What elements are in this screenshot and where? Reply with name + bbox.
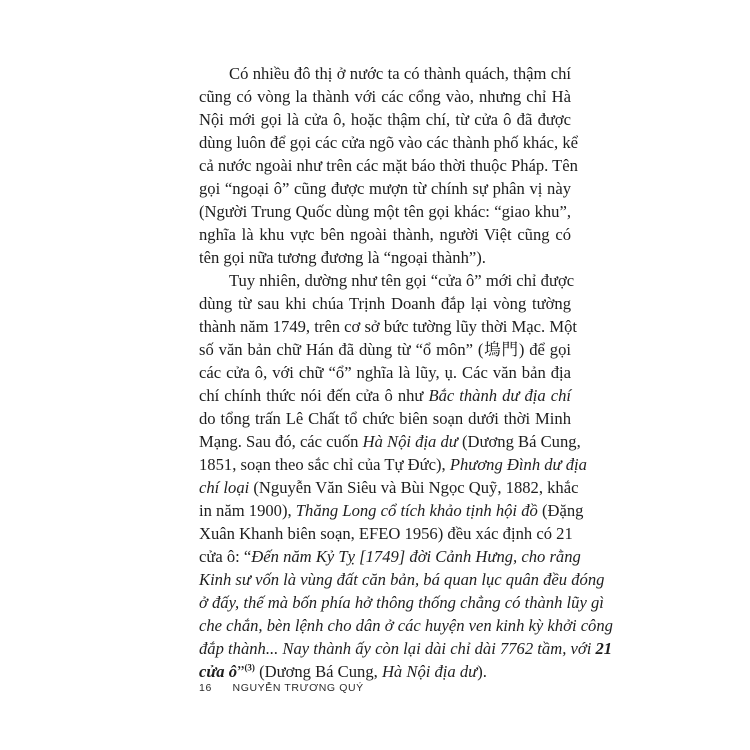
text-segment: dùng từ sau khi chúa Trịnh Doanh đắp lại vòng tường (199, 294, 571, 313)
text-segment: ). (477, 662, 487, 681)
text-line (199, 522, 571, 545)
text-segment: (Dương Bá Cung, (457, 432, 581, 451)
text-line (199, 637, 613, 660)
text-segment: che chắn, bèn lệnh cho dân ở các huyện ven kinh kỳ khởi công (199, 616, 613, 635)
text-segment: Có nhiều đô thị ở nước ta có thành quách, thậm chí (229, 64, 571, 83)
text-segment: đắp thành... Nay thành ấy còn lại dài chỉ dài 7762 tầm, với (199, 639, 596, 658)
text-line (199, 85, 571, 108)
text-segment: ở đấy, thế mà bốn phía hở thông thống chẳng có thành lũy gì (199, 593, 604, 612)
text-segment: Hà Nội địa dư (362, 432, 458, 451)
text-segment: Bắc thành dư địa chí (428, 386, 571, 405)
text-line (199, 223, 571, 246)
text-segment: cửa ô: “ (199, 547, 252, 566)
text-segment: dùng luôn để gọi các cửa ngõ vào các thành phố khác, kể (199, 133, 578, 152)
footnote-marker: (3) (244, 662, 255, 673)
text-segment: thành năm 1749, trên cơ sở bức tường lũy thời Mạc. Một (199, 317, 577, 336)
text-line (199, 591, 604, 614)
text-line (199, 476, 579, 499)
text-line (199, 453, 587, 476)
text-segment: 1851, soạn theo sắc chỉ của Tự Đức), (199, 455, 450, 474)
text-segment: cũng có vòng la thành với các cổng vào, nhưng chỉ Hà (199, 87, 571, 106)
text-line (199, 338, 571, 361)
text-segment: chí chính thức nói đến cửa ô như (199, 386, 429, 405)
text-line (199, 108, 571, 131)
text-segment: số văn bản chữ Hán đã dùng từ “ổ môn” (塢門) để gọi (199, 340, 571, 359)
text-segment: do tổng trấn Lê Chất tổ chức biên soạn dưới thời Minh (199, 409, 571, 428)
text-segment: chí loại (199, 478, 250, 497)
text-segment: Tuy nhiên, dường như tên gọi “cửa ô” mới chỉ được (229, 271, 575, 290)
text-line (199, 177, 571, 200)
text-segment: tên gọi nữa tương đương là “ngoại thành”). (199, 248, 486, 267)
text-segment: Xuân Khanh biên soạn, EFEO 1956) đều xác định có 21 (199, 524, 573, 543)
text-line (199, 154, 578, 177)
paragraph (199, 62, 578, 269)
text-line (199, 131, 578, 154)
text-segment: Đến năm Kỷ Tỵ [1749] đời Cảnh Hưng, cho rằng (251, 547, 581, 566)
text-line (199, 614, 613, 637)
text-line (199, 545, 581, 568)
text-segment: Thăng Long cổ tích khảo tịnh hội đồ (295, 501, 538, 520)
body-text (199, 62, 613, 683)
text-line (199, 269, 575, 292)
running-footer-author: NGUYỄN TRƯƠNG QUÝ (232, 682, 364, 694)
text-segment: cửa ô (199, 662, 238, 681)
text-segment: Mạng. Sau đó, các cuốn (199, 432, 363, 451)
text-line (199, 62, 571, 85)
text-segment: (Người Trung Quốc dùng một tên gọi khác: “giao khu”, (199, 202, 571, 221)
text-line (199, 361, 571, 384)
text-segment: ” (237, 662, 245, 681)
text-line (199, 384, 571, 407)
text-line (199, 430, 581, 453)
text-line (199, 200, 571, 223)
paragraph (199, 269, 613, 683)
text-segment: nghĩa là khu vực bên ngoài thành, người Việt cũng có (199, 225, 571, 244)
text-line (199, 315, 577, 338)
page-number: 16 (199, 682, 212, 694)
text-segment: gọi “ngoại ô” cũng được mượn từ chính sự phân vị này (199, 179, 571, 198)
text-segment: cả nước ngoài như trên các mặt báo thời thuộc Pháp. Tên (199, 156, 578, 175)
text-line (199, 499, 584, 522)
text-segment: (Nguyễn Văn Siêu và Bùi Ngọc Quỹ, 1882, khắc (249, 478, 579, 497)
text-line (199, 246, 571, 269)
text-line (199, 568, 605, 591)
text-segment: 21 (595, 639, 613, 658)
text-line (199, 407, 571, 430)
text-line (199, 292, 571, 315)
text-segment: Hà Nội địa dư (381, 662, 478, 681)
text-segment: in năm 1900), (199, 501, 296, 520)
text-line (199, 660, 571, 683)
text-segment: Phương Đình dư địa (449, 455, 587, 474)
text-segment: Kinh sư vốn là vùng đất căn bản, bá quan lục quân đều đóng (199, 570, 605, 589)
text-segment: Nội mới gọi là cửa ô, hoặc thậm chí, từ cửa ô đã được (199, 110, 571, 129)
text-segment: các cửa ô, với chữ “ổ” nghĩa là lũy, ụ. Các văn bản địa (199, 363, 571, 382)
page-footer (199, 682, 364, 694)
text-segment: (Đặng (537, 501, 584, 520)
text-segment: (Dương Bá Cung, (254, 662, 382, 681)
